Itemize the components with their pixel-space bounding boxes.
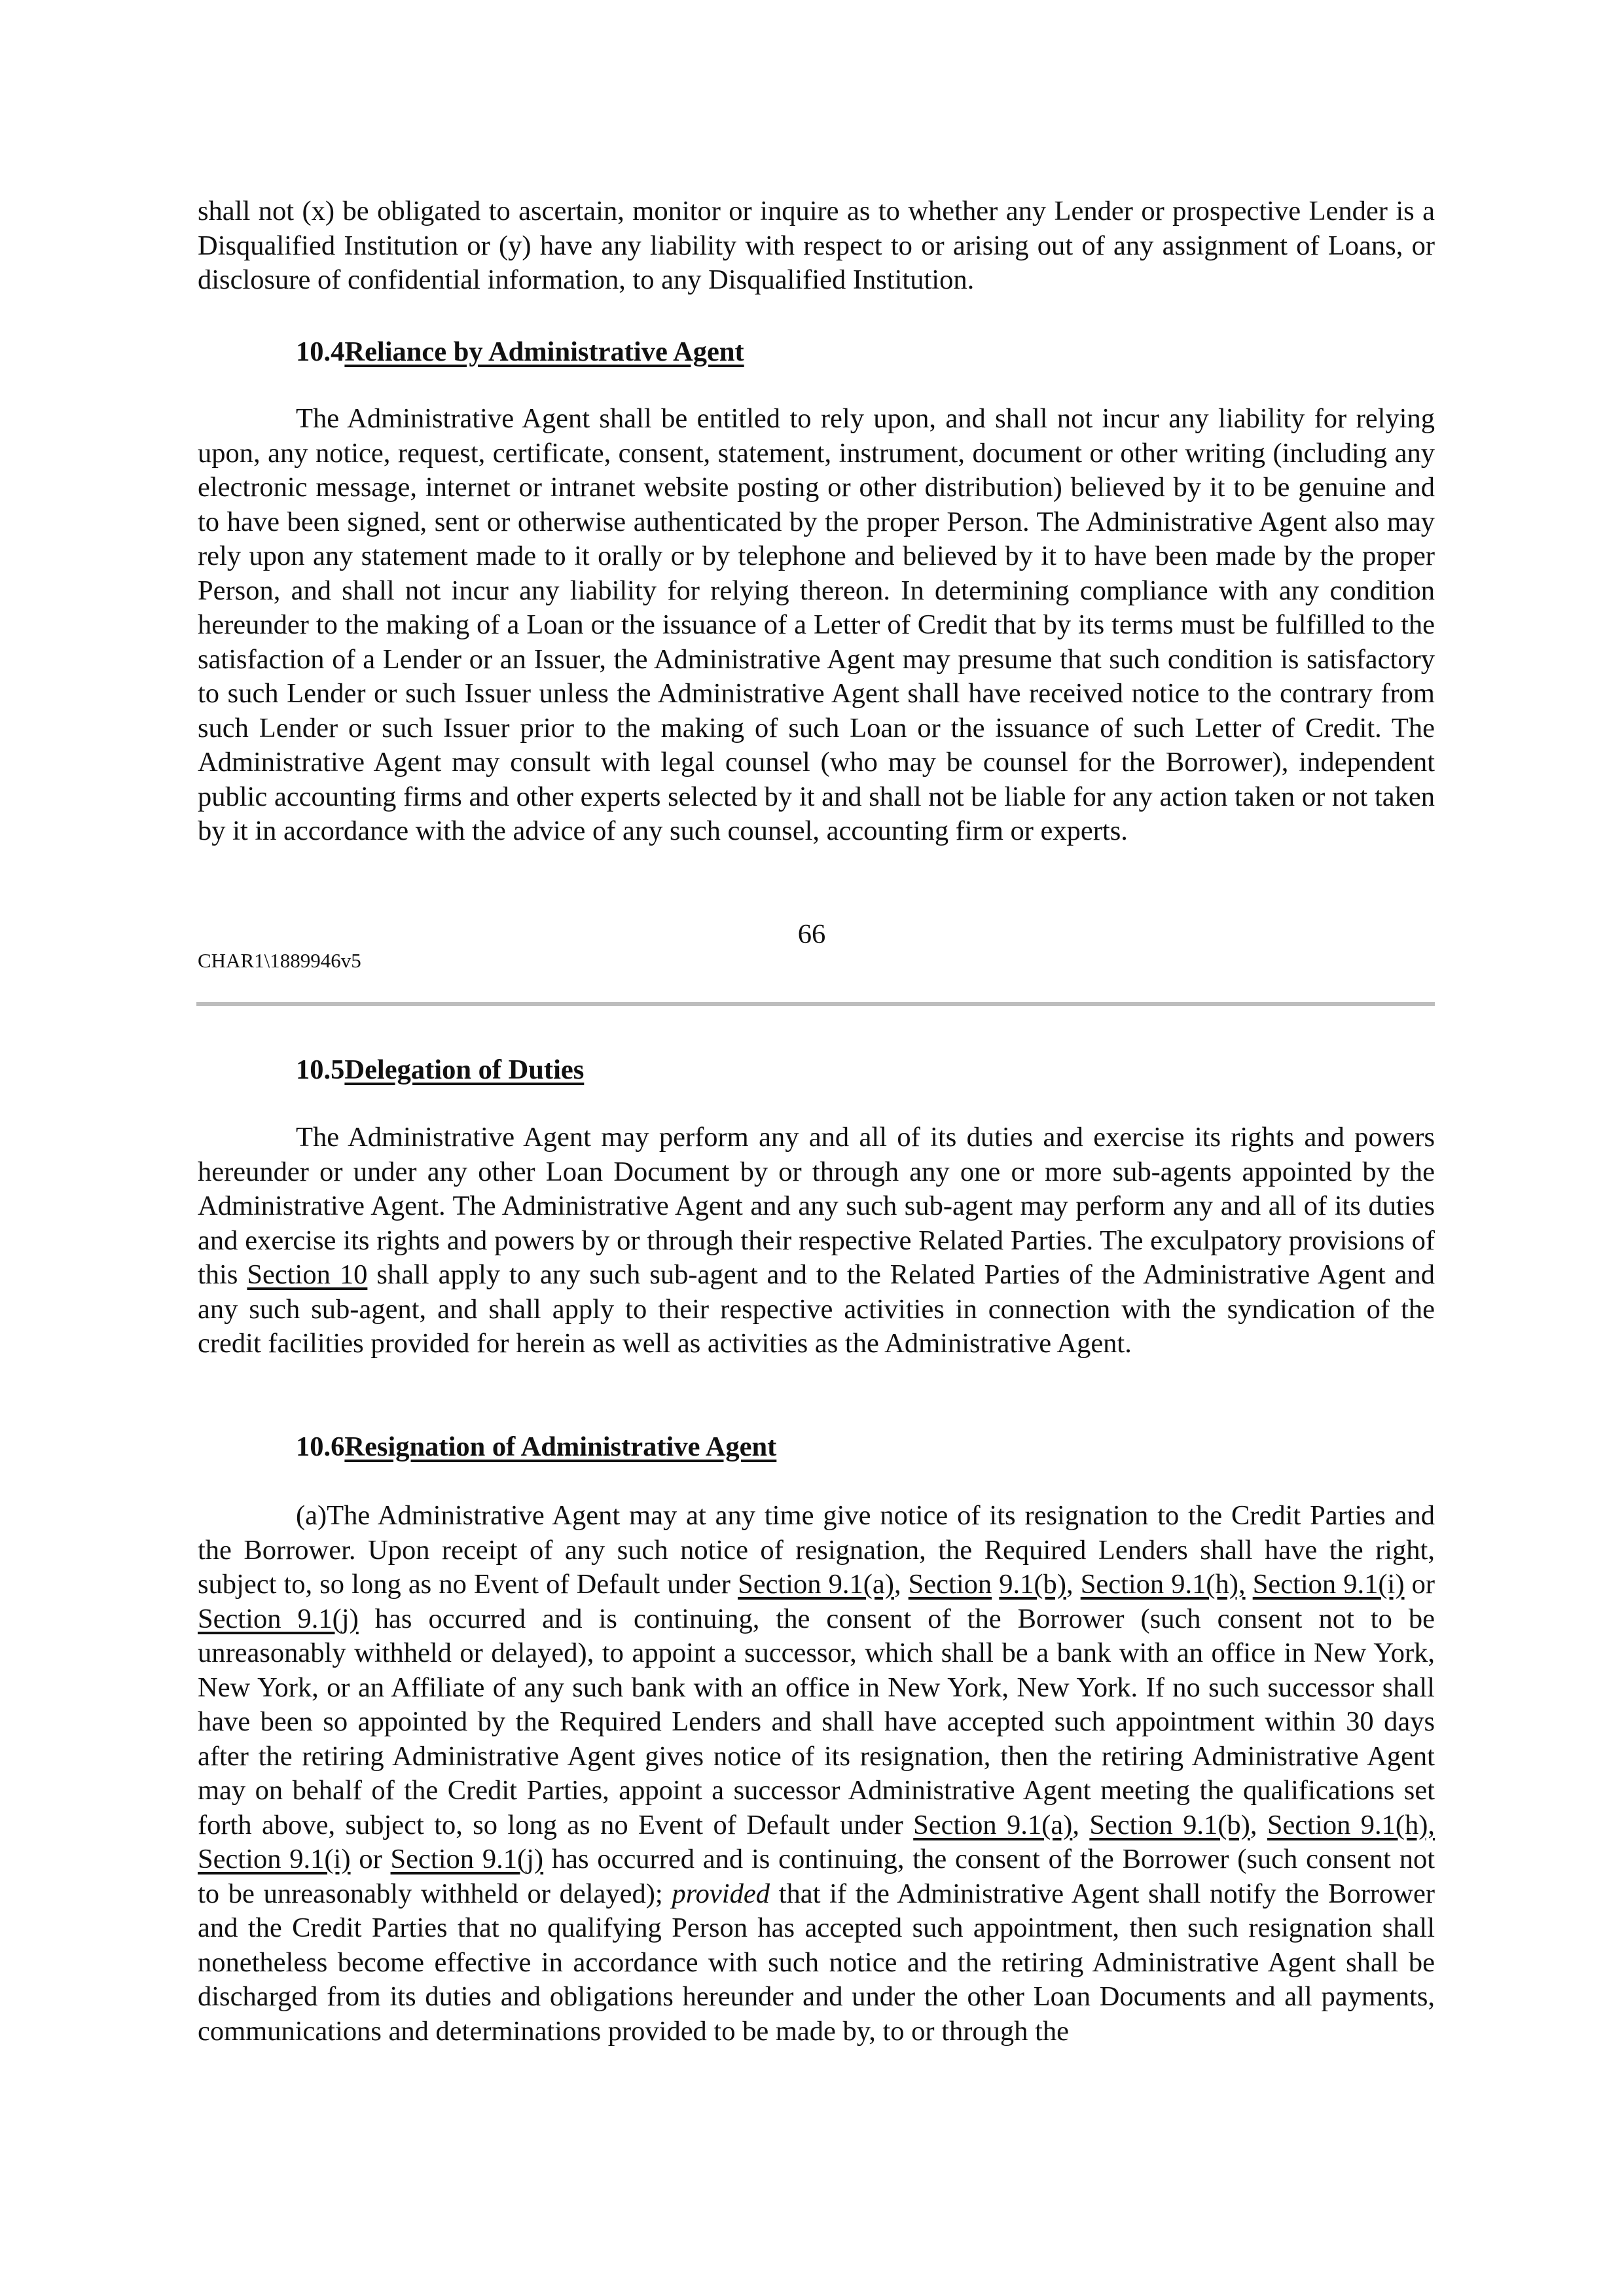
section-reference-link[interactable]: Section 9.1(i) [198, 1844, 351, 1874]
section-reference-link[interactable]: Section 9.1(a) [913, 1809, 1073, 1840]
section-title: Delegation of Duties [344, 1054, 585, 1085]
section-reference-link[interactable]: Section 9.1(i) [1252, 1569, 1405, 1600]
section-number: 10.4 [296, 336, 345, 367]
section-reference-link[interactable]: Section 9.1(b) [1089, 1809, 1250, 1840]
section-reference-link[interactable]: Section 9.1(h), [1080, 1569, 1246, 1600]
section-reference-link[interactable]: Section 9.1(a) [738, 1569, 894, 1600]
section-10-4-heading [296, 335, 744, 370]
page-break-divider [196, 1002, 1435, 1006]
section-number: 10.6 [296, 1431, 345, 1462]
section-reference-link[interactable]: Section 9.1(j) [198, 1603, 359, 1634]
section-number: 10.5 [296, 1054, 345, 1085]
section-reference-link[interactable]: Section 9.1(j) [390, 1844, 544, 1874]
section-10-4-body: The Administrative Agent shall be entitled to rely upon, and shall not incur any liability for relying upon, any notice, request, certificate, consent, statement, instrument, document or other writing (including any electronic message, internet or intranet website posting or other distribution) believed by it to be genuine and to have been signed, sent or otherwise authenticated by the proper Person. The Administrative Agent also may rely upon any statement made to it orally or by telephone and believed by it to have been made by the proper Person, and shall not incur any liability for relying thereon. In determining compliance with any condition hereunder to the making of a Loan or the issuance of a Letter of Credit that by its terms must be fulfilled to the satisfaction of a Lender or an Issuer, the Administrative Agent may presume that such condition is satisfactory to such Lender or such Issuer unless the Administrative Agent shall have received notice to the contrary from such Lender or such Issuer prior to the making of such Loan or the issuance of such Letter of Credit. The Administrative Agent may consult with legal counsel (who may be counsel for the Borrower), independent public accounting firms and other experts selected by it and shall not be liable for any action taken or not taken by it in accordance with the advice of any such counsel, accounting firm or experts. [198, 403, 1435, 846]
section-reference-link[interactable]: Section 9.1(h), [1267, 1809, 1435, 1840]
section-reference-link[interactable]: Section 10 [247, 1259, 368, 1290]
section-reference-link[interactable]: 9.1(b) [999, 1569, 1066, 1600]
document-id: CHAR1\1889946v5 [198, 949, 361, 972]
intro-paragraph: shall not (x) be obligated to ascertain, monitor or inquire as to whether any Lender or prospective Lender is a Disqualified Institution or (y) have any liability with respect to or arising out of any assignment of Loans, or disclosure of confidential information, to any Disqualified Institution. [198, 196, 1435, 295]
section-title: Resignation of Administrative Agent [344, 1431, 777, 1462]
section-10-5-body: The Administrative Agent may perform any and all of its duties and exercise its rights and powers hereunder or under any other Loan Document by or through any one or more sub-agents appointed by the Administrative Agent. The Administrative Agent and any such sub-agent may perform any and all of its duties and exercise its rights and powers by or through their respective Related Parties. The exculpatory provisions of this Section 10 shall apply to any such sub-agent and to the Related Parties of the Administrative Agent and any such sub-agent, and shall apply to their respective activities in connection with the syndication of the credit facilities provided for herein as well as activities as the Administrative Agent. [198, 1122, 1435, 1359]
section-10-6-body: (a)The Administrative Agent may at any time give notice of its resignation to the Credit Parties and the Borrower. Upon receipt of any such notice of resignation, the Required Lenders shall have the right, subject to, so long as no Event of Default under Section 9.1(a), Section 9.1(b), Section 9.1(h), Section 9.1(i) or Section 9.1(j) has occurred and is continuing, the consent of the Borrower (such consent not to be unreasonably withheld or delayed), to appoint a successor, which shall be a bank with an office in New York, New York, or an Affiliate of any such bank with an office in New York, New York. If no such successor shall have been so appointed by the Required Lenders and shall have accepted such appointment within 30 days after the retiring Administrative Agent gives notice of its resignation, then the retiring Administrative Agent may on behalf of the Credit Parties, appoint a successor Administrative Agent meeting the qualifications set forth above, subject to, so long as no Event of Default under Section 9.1(a), Section 9.1(b), Section 9.1(h), Section 9.1(i) or Section 9.1(j) has occurred and is continuing, the consent of the Borrower (such consent not to be unreasonably withheld or delayed); provided that if the Administrative Agent shall notify the Borrower and the Credit Parties that no qualifying Person has accepted such appointment, then such resignation shall nonetheless become effective in accordance with such notice and the retiring Administrative Agent shall be discharged from its duties and obligations hereunder and under the other Loan Documents and all payments, communications and determinations provided to be made by, to or through the [198, 1500, 1435, 2047]
section-10-5-heading [296, 1053, 584, 1088]
page-number: 66 [797, 919, 826, 950]
section-title: Reliance by Administrative Agent [344, 336, 744, 367]
section-10-6-heading [296, 1430, 776, 1465]
section-reference-link[interactable]: Section [908, 1569, 992, 1600]
emphasis-provided: provided [672, 1878, 770, 1909]
